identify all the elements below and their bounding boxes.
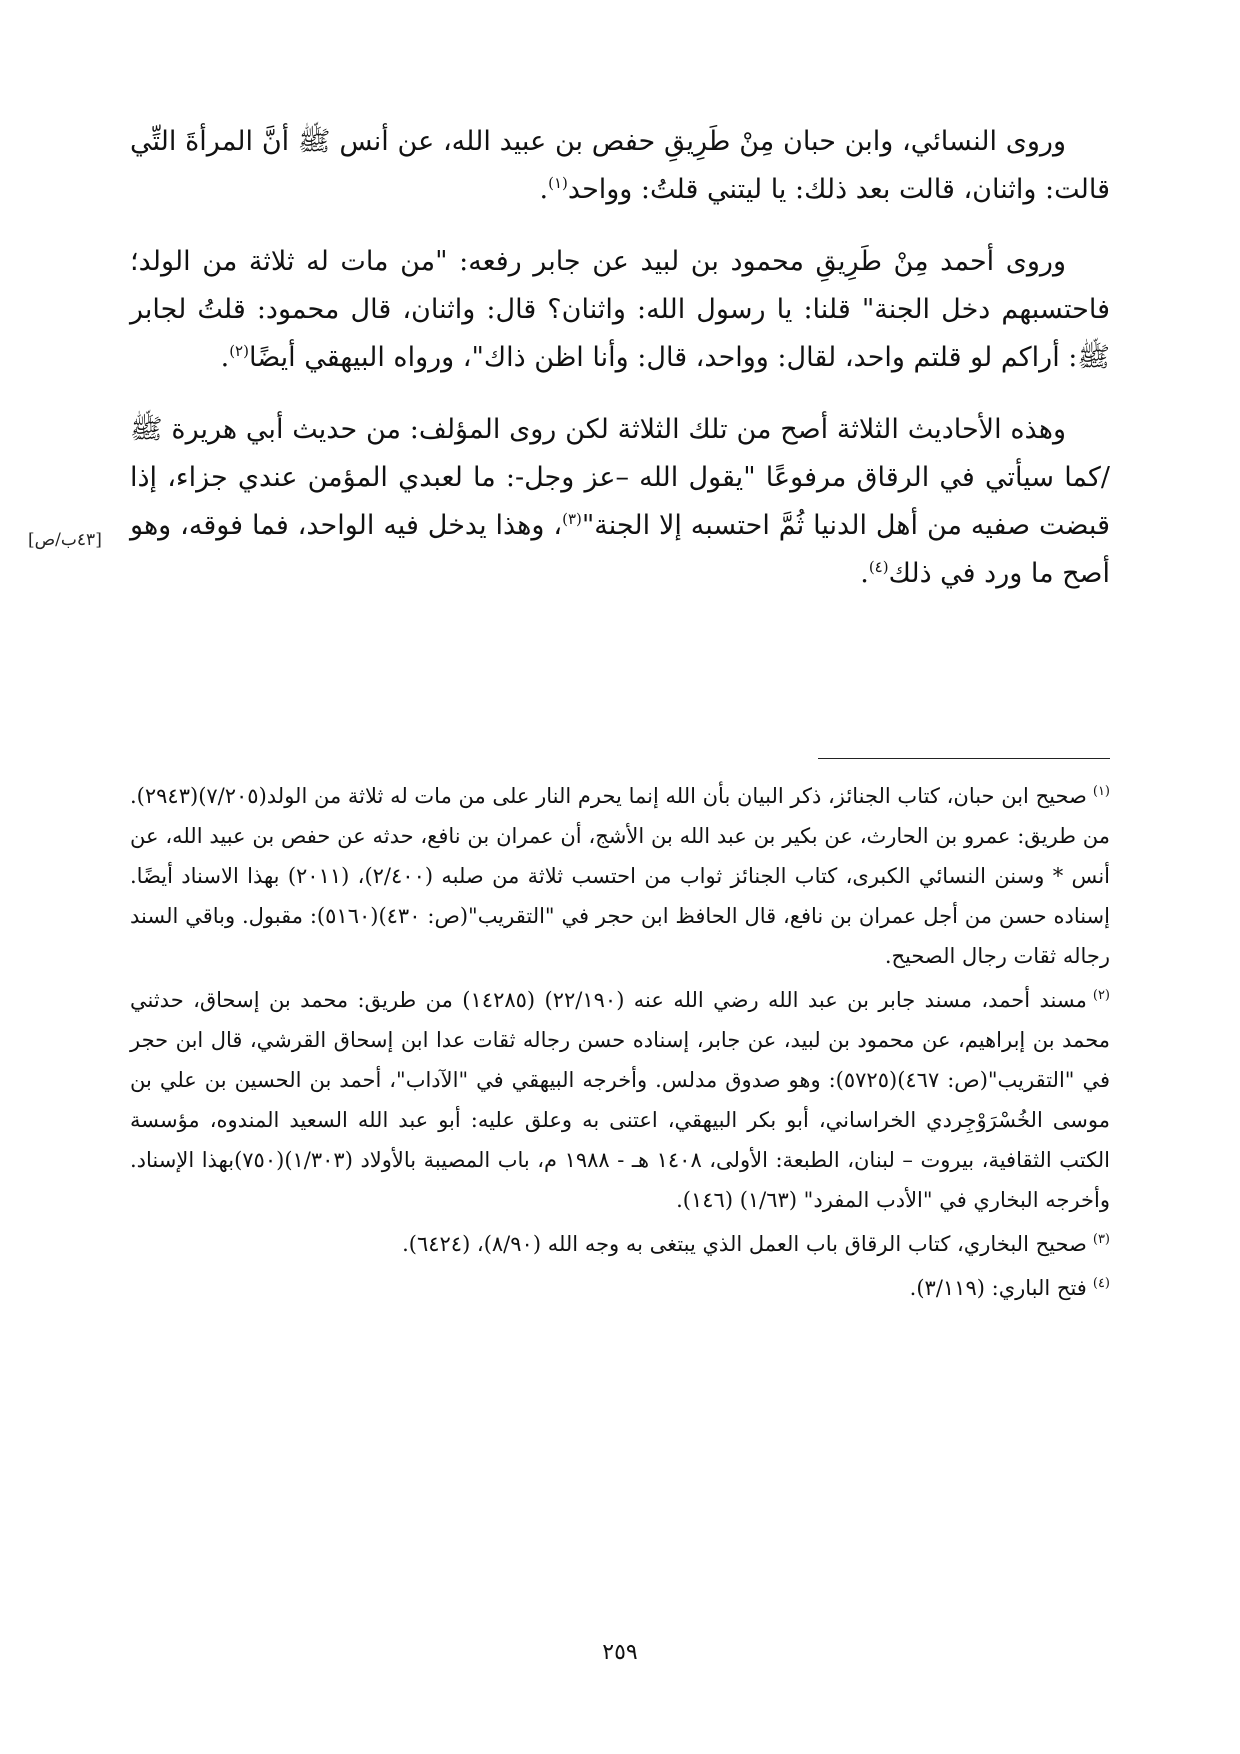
paragraph-1: وروى النسائي، وابن حبان مِنْ طَرِيقِ حفص بن عبيد الله، عن أنس ﷺ أنَّ المرأةَ التِّي قالت: واثنان، قالت بعد ذلك: يا ليتني قلتُ: وواحد$^{(١)}$.	[130, 126, 1110, 205]
footnote-ref[interactable]: (٣)	[562, 510, 582, 528]
footnote-ref[interactable]: (١)	[548, 174, 568, 192]
footnote-4: $^{(٤)}$فتح الباري: (٣/١١٩).	[909, 1276, 1110, 1300]
footnote-number: (١)	[1092, 784, 1110, 799]
footnote-ref[interactable]: (٤)	[868, 558, 889, 576]
footnotes	[130, 776, 1110, 1312]
footnote-number: (٤)	[1092, 1276, 1110, 1291]
footnote-ref[interactable]: (٢)	[229, 342, 249, 360]
footnote-number: (٢)	[1092, 988, 1110, 1003]
page-number: ٢٥٩	[602, 1640, 638, 1665]
footnote-number: (٣)	[1092, 1232, 1110, 1247]
footnote-1: $^{(١)}$صحيح ابن حبان، كتاب الجنائز، ذكر البيان بأن الله إنما يحرم النار على من مات له ثلاثة من الولد(٧/٢٠٥)(٢٩٤٣). من طريق: عمرو بن الحارث، عن بكير بن عبد الله بن الأشج، أن عمران بن نافع، حدثه عن حفص بن عبيد الله، عن أنس * وسنن النسائي الكبرى، كتاب الجنائز ثواب من احتسب ثلاثة من صلبه (٢/٤٠٠)، (٢٠١١) بهذا الاسناد أيضًا. إسناده حسن من أجل عمران بن نافع، قال الحافظ ابن حجر في "التقريب"(ص: ٤٣٠)(٥١٦٠): مقبول. وباقي السند رجاله ثقات رجال الصحيح.	[130, 784, 1110, 968]
footnote-2: $^{(٢)}$مسند أحمد، مسند جابر بن عبد الله رضي الله عنه (٢٢/١٩٠) (١٤٢٨٥) من طريق: محمد بن إسحاق، حدثني محمد بن إبراهيم، عن محمود بن لبيد، عن جابر، إسناده حسن رجاله ثقات عدا ابن إسحاق القرشي، قال ابن حجر في "التقريب"(ص: ٤٦٧)(٥٧٢٥): وهو صدوق مدلس. وأخرجه البيهقي في "الآداب"، أحمد بن الحسين بن علي بن موسى الخُسْرَوْجِردي الخراساني، أبو بكر البيهقي، اعتنى به وعلق عليه: أبو عبد الله السعيد المندوه، مؤسسة الكتب الثقافية، بيروت – لبنان، الطبعة: الأولى، ١٤٠٨ هـ - ١٩٨٨ م، باب المصيبة بالأولاد (١/٣٠٣)(٧٥٠)بهذا الإسناد. وأخرجه البخاري في "الأدب المفرد" (١/٦٣) (١٤٦).	[130, 988, 1111, 1212]
main-text	[130, 118, 1110, 622]
paragraph-3: وهذه الأحاديث الثلاثة أصح من تلك الثلاثة لكن روى المؤلف: من حديث أبي هريرة ﷺ /كما سيأتي في الرقاق مرفوعًا "يقول الله –عز وجل-: ما لعبدي المؤمن عندي جزاء، إذا قبضت صفيه من أهل الدنيا ثُمَّ احتسبه إلا الجنة"$^{(٣)}$، وهذا يدخل فيه الواحد، فما فوقه، وهو أصح ما ورد في ذلك$^{(٤)}$.	[130, 414, 1110, 589]
manuscript-folio-marker: [٤٣ب/ص]	[28, 530, 102, 550]
paragraph-2: وروى أحمد مِنْ طَرِيقِ محمود بن لبيد عن جابر رفعه: "من مات له ثلاثة من الولد؛ فاحتسبهم دخل الجنة" قلنا: يا رسول الله: واثنان؟ قال: واثنان، قال محمود: قلتُ لجابر ﷺ: أراكم لو قلتم واحد، لقال: وواحد، قال: وأنا اظن ذاك"، ورواه البيهقي أيضًا$^{(٢)}$.	[130, 246, 1110, 373]
footnote-separator	[818, 758, 1110, 759]
footnote-3: $^{(٣)}$صحيح البخاري، كتاب الرقاق باب العمل الذي يبتغى به وجه الله (٨/٩٠)، (٦٤٢٤).	[402, 1232, 1110, 1256]
